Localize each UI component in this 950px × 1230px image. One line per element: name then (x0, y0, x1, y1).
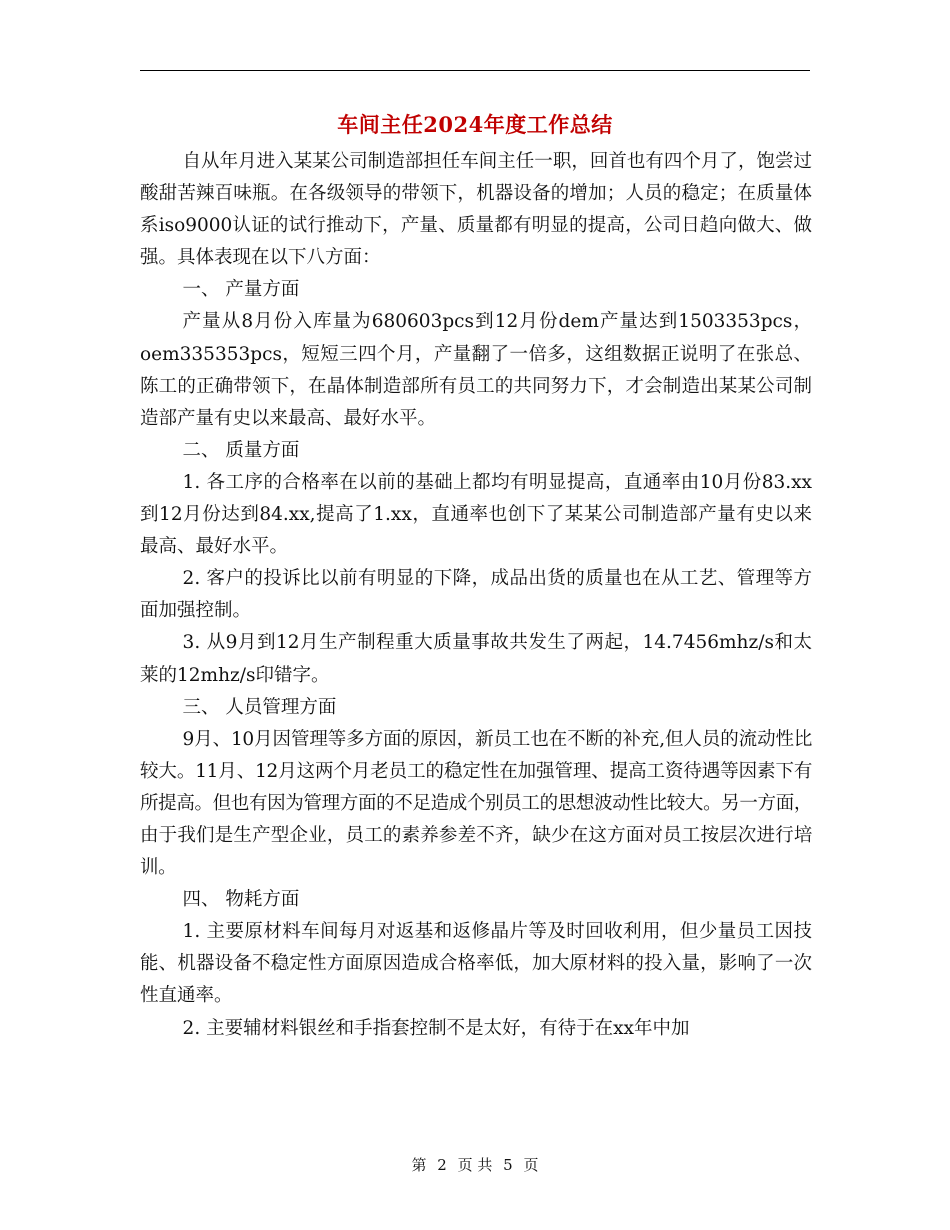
personnel-paragraph: 9月、10月因管理等多方面的原因，新员工也在不断的补充,但人员的流动性比较大。11月、12月这两个月老员工的稳定性在加强管理、提高工资待遇等因素下有所提高。但也有因为管理方面的不足造成个别员工的思想波动性比较大。另一方面，由于我们是生产型企业，员工的素养参差不齐，缺少在这方面对员工按层次进行培训。 (140, 728, 812, 879)
footer-suffix: 页 (523, 1156, 539, 1174)
header-rule (140, 70, 810, 71)
document-title: 车间主任2024年度工作总结 (337, 112, 613, 137)
output-paragraph: 产量从8月份入库量为680603pcs到12月份dem产量达到1503353pcs，oem335353pcs，短短三四个月，产量翻了一倍多，这组数据正说明了在张总、陈工的正确带领下，在晶体制造部所有员工的共同努力下，才会制造出某某公司制造部产量有史以来最高、最好水平。 (140, 311, 812, 429)
intro-paragraph: 自从年月进入某某公司制造部担任车间主任一职，回首也有四个月了，饱尝过酸甜苦辣百味瓶。在各级领导的带领下，机器设备的增加；人员的稳定；在质量体系iso9000认证的试行推动下，产量、质量都有明显的提高，公司日趋向做大、做强。具体表现在以下八方面： (140, 151, 812, 269)
footer-middle: 页 共 (457, 1156, 493, 1174)
materials-item-2: 2. 主要辅材料银丝和手指套控制不是太好，有待于在xx年中加 (182, 1017, 690, 1039)
section-heading-personnel: 三、 人员管理方面 (182, 696, 337, 718)
quality-item-1: 1. 各工序的合格率在以前的基础上都均有明显提高，直通率由10月份83.xx到12月份达到84.xx,提高了1.xx，直通率也创下了某某公司制造部产量有史以来最高、最好水平。 (140, 471, 812, 558)
footer-prefix: 第 (411, 1156, 427, 1174)
quality-item-3: 3. 从9月到12月生产制程重大质量事故共发生了两起，14.7456mhz/s和太莱的12mhz/s印错字。 (140, 632, 812, 686)
page-footer (0, 1153, 950, 1177)
document-body (140, 146, 812, 1045)
section-heading-quality: 二、 质量方面 (182, 439, 300, 461)
section-heading-materials: 四、 物耗方面 (182, 889, 300, 911)
quality-item-2: 2. 客户的投诉比以前有明显的下降，成品出货的质量也在从工艺、管理等方面加强控制。 (140, 568, 812, 622)
footer-page-number: 2 (437, 1156, 447, 1174)
section-heading-output: 一、 产量方面 (182, 279, 300, 301)
footer-total-pages: 5 (503, 1156, 513, 1174)
materials-item-1: 1. 主要原材料车间每月对返基和返修晶片等及时回收利用，但少量员工因技能、机器设备不稳定性方面原因造成合格率低，加大原材料的投入量，影响了一次性直通率。 (140, 921, 812, 1007)
